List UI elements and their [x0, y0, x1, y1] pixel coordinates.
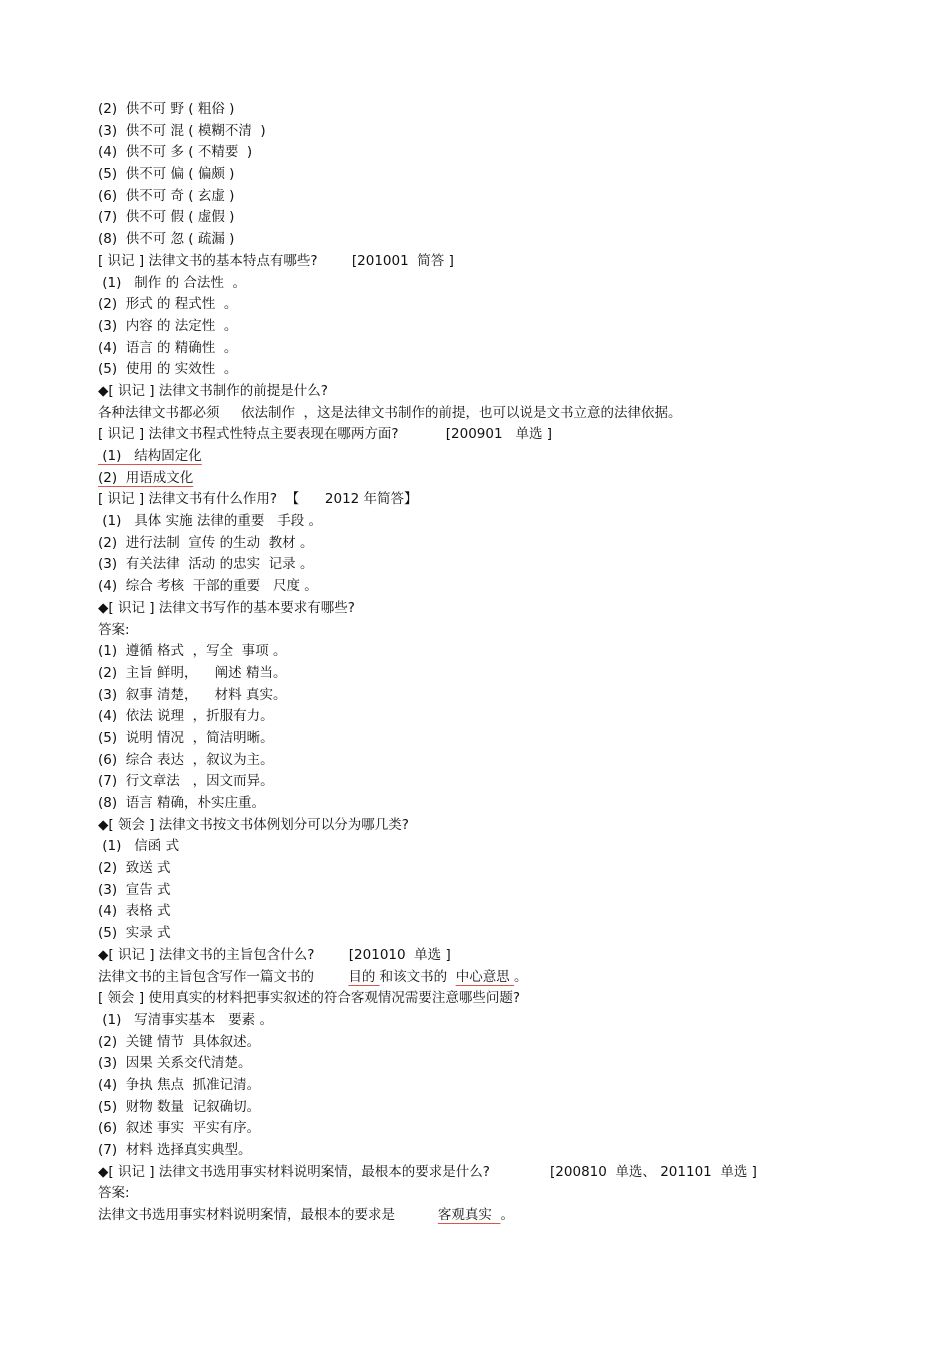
answer-line: (2) 关键 情节 具体叙述。 — [98, 1033, 261, 1050]
answer-line: (6) 综合 表达 ，叙议为主。 — [98, 751, 274, 768]
answer-text: 。 — [514, 968, 528, 985]
answer-text: 法律文书选用事实材料说明案情，最根本的要求是 — [98, 1207, 438, 1224]
answer-line: (1) 具体 实施 法律的重要 手段 。 — [98, 513, 323, 530]
question-heading: ◆[ 识记 ] 法律文书选用事实材料说明案情，最根本的要求是什么? [200810 单选、 201101 单选 ] — [98, 1163, 757, 1180]
text-line: (3) 供不可 混 ( 模糊不清 ) — [98, 122, 266, 139]
answer-line: (1) 信函 式 — [98, 838, 180, 855]
answer-label: 答案: — [98, 621, 130, 638]
underlined-answer: (1) 结构固定化 — [98, 448, 202, 464]
answer-line: (2) 形式 的 程式性 。 — [98, 296, 238, 313]
answer-line — [98, 468, 898, 490]
answer-line: (4) 综合 考核 干部的重要 尺度 。 — [98, 578, 318, 595]
fill-blank-answer: 客观真实 — [437, 1207, 501, 1224]
text-line: (6) 供不可 奇 ( 玄虚 ) — [98, 187, 235, 204]
question-heading: [ 识记 ] 法律文书程式性特点主要表现在哪两方面? [200901 单选 ] — [98, 426, 553, 443]
answer-line: (5) 实录 式 — [98, 925, 171, 942]
answer-line: (5) 说明 情况 ，简洁明晰。 — [98, 729, 274, 746]
fill-blank-answer: 中心意思 — [455, 968, 515, 985]
text-line: (2) 供不可 野 ( 粗俗 ) — [98, 101, 235, 117]
answer-line: (2) 主旨 鲜明， 阐述 精当。 — [98, 664, 287, 681]
text-line: (8) 供不可 忽 ( 疏漏 ) — [98, 231, 235, 248]
answer-line: (7) 材料 选择真实典型。 — [98, 1142, 252, 1158]
document-page — [98, 99, 898, 1227]
text-line: (4) 供不可 多 ( 不精要 ) — [98, 144, 253, 161]
answer-text: 。 — [500, 1207, 515, 1224]
answer-line: (2) 进行法制 宣传 的生动 教材 。 — [98, 534, 314, 551]
text-line: (7) 供不可 假 ( 虚假 ) — [98, 209, 235, 226]
question-heading: ◆[ 识记 ] 法律文书写作的基本要求有哪些? — [98, 599, 355, 616]
answer-line: (6) 叙述 事实 平实有序。 — [98, 1120, 261, 1137]
answer-line: (1) 制作 的 合法性 。 — [98, 274, 246, 291]
answer-line: (7) 行文章法 ，因文而异。 — [98, 773, 274, 790]
answer-line — [98, 967, 898, 989]
answer-line: (1) 遵循 格式 ，写全 事项 。 — [98, 643, 287, 660]
question-heading: [ 识记 ] 法律文书的基本特点有哪些? [201001 简答 ] — [98, 252, 454, 269]
answer-label: 答案: — [98, 1185, 130, 1202]
underlined-answer: (2) 用语成文化 — [98, 469, 194, 486]
answer-line — [98, 1205, 898, 1227]
question-heading: ◆[ 领会 ] 法律文书按文书体例划分可以分为哪几类? — [98, 816, 409, 833]
answer-line: (2) 致送 式 — [98, 860, 171, 877]
answer-line: 各种法律文书都必须 依法制作 ，这是法律文书制作的前提，也可以说是文书立意的法律依据。 — [98, 404, 682, 421]
answer-text: 和该文书的 — [379, 968, 456, 985]
answer-line: (3) 宣告 式 — [98, 881, 171, 898]
fill-blank-answer: 目的 — [348, 968, 380, 985]
question-heading: [ 识记 ] 法律文书有什么作用? 【 2012 年简答】 — [98, 491, 418, 508]
answer-text: 法律文书的主旨包含写作一篇文书的 — [98, 968, 349, 985]
answer-line: (5) 使用 的 实效性 。 — [98, 361, 238, 378]
text-line: (5) 供不可 偏 ( 偏颇 ) — [98, 166, 235, 183]
answer-line: (3) 叙事 清楚， 材料 真实。 — [98, 686, 287, 703]
answer-line: (5) 财物 数量 记叙确切。 — [98, 1098, 261, 1115]
question-heading: [ 领会 ] 使用真实的材料把事实叙述的符合客观情况需要注意哪些问题? — [98, 990, 521, 1007]
answer-line: (8) 语言 精确，朴实庄重。 — [98, 795, 265, 811]
question-heading: ◆[ 识记 ] 法律文书的主旨包含什么? [201010 单选 ] — [98, 946, 451, 963]
answer-line: (4) 语言 的 精确性 。 — [98, 339, 238, 356]
answer-line: (4) 依法 说理 ，折服有力。 — [98, 708, 274, 725]
answer-line: (3) 内容 的 法定性 。 — [98, 317, 238, 334]
answer-line — [98, 446, 898, 468]
answer-line: (3) 有关法律 活动 的忠实 记录 。 — [98, 556, 314, 573]
answer-line: (1) 写清事实基本 要素 。 — [98, 1011, 273, 1028]
answer-line: (4) 表格 式 — [98, 903, 171, 920]
question-heading: ◆[ 识记 ] 法律文书制作的前提是什么? — [98, 382, 328, 399]
answer-line: (4) 争执 焦点 抓准记清。 — [98, 1076, 261, 1093]
answer-line: (3) 因果 关系交代清楚。 — [98, 1055, 252, 1072]
